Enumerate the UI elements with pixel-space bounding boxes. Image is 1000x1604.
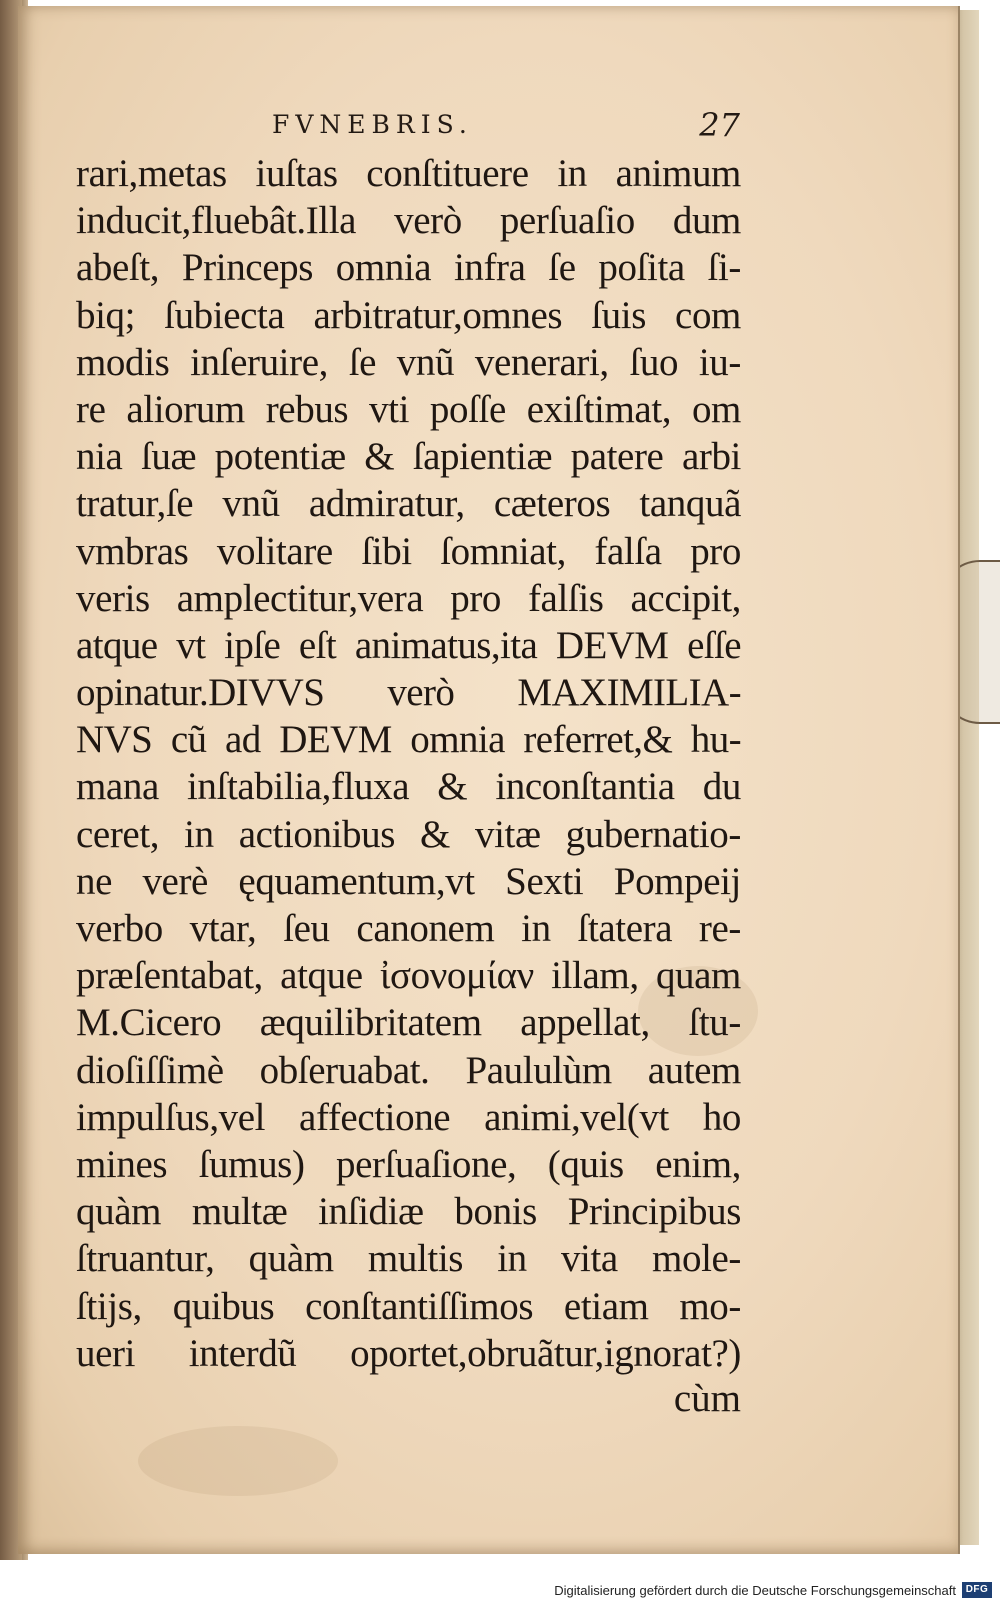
- body-text: [76, 150, 741, 1377]
- text-line: veris amplectitur,vera pro falſis accipit,: [76, 576, 741, 620]
- text-line: impulſus,vel affectione animi,vel(vt ho: [76, 1095, 741, 1139]
- page-number: 27: [699, 106, 740, 144]
- running-title: FVNEBRIS.: [272, 110, 473, 139]
- text-line: quàm multæ inſidiæ bonis Principibus: [76, 1190, 741, 1234]
- digitization-footer: [0, 1578, 1000, 1604]
- text-line: mana inſtabilia,fluxa & inconſtantia du: [76, 765, 741, 809]
- catchword: cùm: [673, 1377, 741, 1420]
- text-line: inducit,fluebât.Illa verò perſuaſio dum: [76, 199, 741, 243]
- text-line: tratur,ſe vnũ admiratur, cæteros tanquã: [76, 482, 741, 526]
- catchword-row: [76, 1376, 741, 1421]
- text-line: dioſiſſimè obſeruabat. Paululùm autem: [76, 1048, 741, 1092]
- text-line: rari,metas iuſtas conſtituere in animum: [76, 152, 741, 195]
- text-line: atque vt ipſe eſt animatus,ita DEVM eſſe: [76, 623, 741, 667]
- dfg-logo-icon: DFG: [962, 1582, 992, 1598]
- funding-credit: Digitalisierung gefördert durch die Deutsche Forschungsgemeinschaft: [554, 1583, 956, 1598]
- text-line: M.Cicero æquilibritatem appellat, ſtu-: [76, 1001, 741, 1045]
- text-line: ceret, in actionibus & vitæ gubernatio-: [76, 812, 741, 856]
- text-line: ſtruantur, quàm multis in vita mole-: [76, 1237, 741, 1281]
- paper-stain: [138, 1426, 338, 1496]
- text-line: ne verè ęquamentum,vt Sexti Pompeij: [76, 859, 741, 903]
- text-line: biq; ſubiecta arbitratur,omnes ſuis com: [76, 293, 741, 337]
- text-line: modis inſeruire, ſe vnũ venerari, ſuo iu-: [76, 340, 741, 384]
- text-line: mines ſumus) perſuaſione, (quis enim,: [76, 1142, 741, 1186]
- text-line: abeſt, Princeps omnia infra ſe poſita ſi-: [76, 246, 741, 290]
- text-line: vmbras volitare ſibi ſomniat, falſa pro: [76, 529, 741, 573]
- text-line: nia ſuæ potentiæ & ſapientiæ patere arbi: [76, 435, 741, 479]
- text-line: ſtijs, quibus conſtantiſſimos etiam mo-: [76, 1284, 741, 1328]
- text-line: opinatur.DIVVS verò MAXIMILIA-: [76, 671, 741, 715]
- text-line: ueri interdũ oportet,obruãtur,ignorat?): [76, 1331, 741, 1375]
- text-line: præſentabat, atque ἰσονομίαν illam, quam: [76, 954, 741, 998]
- text-line: NVS cũ ad DEVM omnia referret,& hu-: [76, 718, 741, 762]
- text-line: re aliorum rebus vti poſſe exiſtimat, om: [76, 387, 741, 431]
- text-line: verbo vtar, ſeu canonem in ſtatera re-: [76, 907, 741, 950]
- page-header: [250, 106, 740, 150]
